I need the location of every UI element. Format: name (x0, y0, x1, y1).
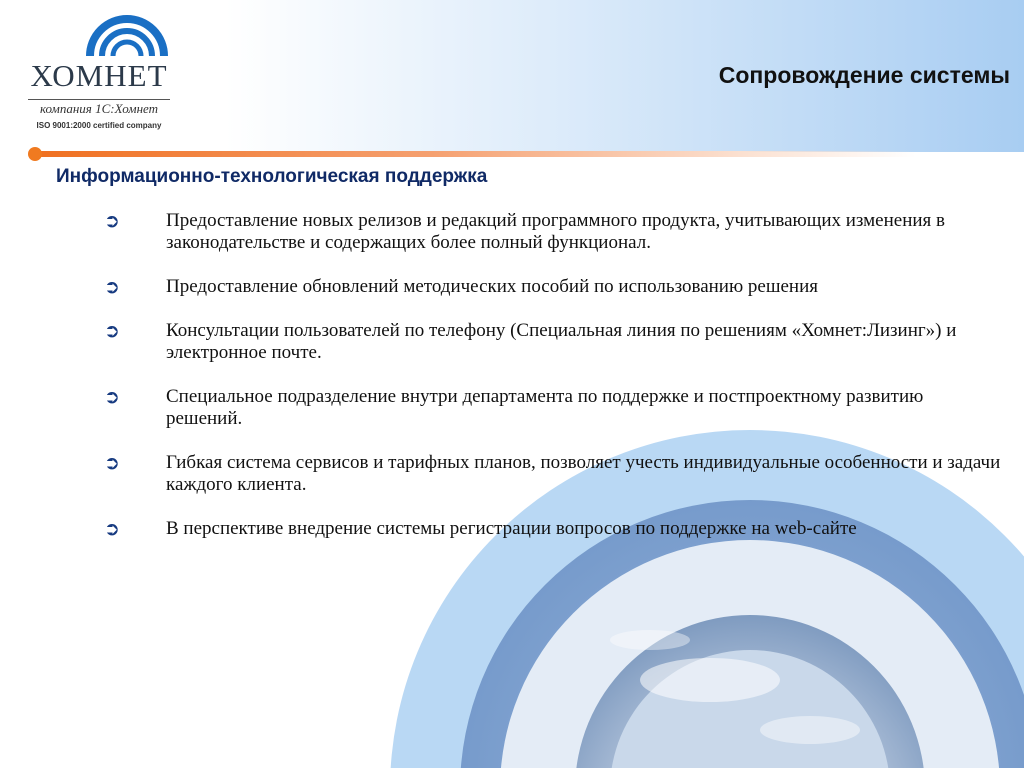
bullet-item (104, 518, 1004, 540)
logo-certification: ISO 9001:2000 certified company (36, 121, 162, 130)
bullet-list (104, 210, 1004, 562)
bullet-text: Консультации пользователей по телефону (Специальная линия по решениям «Хомнет:Лизинг») и электронное почте. (166, 320, 957, 363)
logo-arcs-icon (86, 12, 168, 58)
bullet-text: Предоставление обновлений методических пособий по использованию решения (166, 276, 818, 297)
bullet-item (104, 320, 1004, 364)
accent-line (36, 151, 916, 157)
arrow-circle-icon: ➲ (104, 452, 120, 474)
arrow-circle-icon: ➲ (104, 276, 120, 298)
bullet-text: Гибкая система сервисов и тарифных планов, позволяет учесть индивидуальные особенности и задачи каждого клиента. (166, 452, 1001, 495)
arrow-circle-icon: ➲ (104, 518, 120, 540)
bullet-text: Предоставление новых релизов и редакций программного продукта, учитывающих изменения в законодательстве и содержащих более полный функционал. (166, 210, 945, 253)
logo-name: ХОМНЕТ (30, 58, 168, 93)
arrow-circle-icon: ➲ (104, 320, 120, 342)
company-logo[interactable] (24, 12, 184, 137)
bullet-item (104, 452, 1004, 496)
page-title: Сопровождение системы (718, 62, 1010, 88)
section-heading: Информационно-технологическая поддержка (56, 166, 488, 187)
bullet-text: В перспективе внедрение системы регистрации вопросов по поддержке на web-сайте (166, 518, 857, 539)
logo-subtitle: компания 1С:Хомнет (39, 101, 159, 116)
bullet-item (104, 210, 1004, 254)
logo-divider (28, 99, 170, 100)
accent-dot (28, 147, 42, 161)
bullet-item (104, 276, 1004, 298)
arrow-circle-icon: ➲ (104, 386, 120, 408)
bullet-item (104, 386, 1004, 430)
bullet-text: Специальное подразделение внутри департамента по поддержке и постпроектному развитию решений. (166, 386, 924, 429)
arrow-circle-icon: ➲ (104, 210, 120, 232)
